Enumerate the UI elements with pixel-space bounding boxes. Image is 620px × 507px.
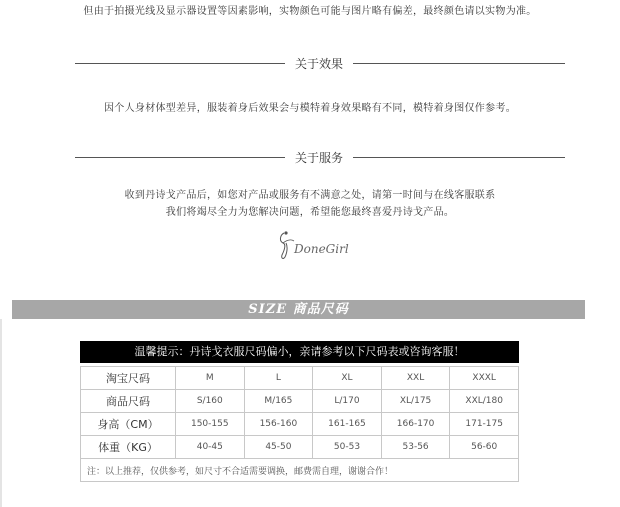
table-cell: 53-56: [381, 436, 450, 459]
table-cell: XXXL: [450, 367, 519, 390]
table-cell: XL: [313, 367, 382, 390]
table-cell: S/160: [176, 390, 245, 413]
table-cell: XXL/180: [450, 390, 519, 413]
table-cell: 45-50: [244, 436, 313, 459]
table-cell: 156-160: [244, 413, 313, 436]
table-row: [81, 367, 519, 390]
table-cell: 150-155: [176, 413, 245, 436]
effect-text: 因个人身材体型差异，服装着身后效果会与模特着身效果略有不同，模特着身图仅作参考。: [104, 103, 516, 114]
divider-left: [75, 63, 285, 64]
brand-logo: [276, 229, 356, 265]
table-cell: 56-60: [450, 436, 519, 459]
table-cell: 171-175: [450, 413, 519, 436]
size-band-title: SIZE 商品尺码: [248, 302, 349, 317]
table-cell: M/165: [244, 390, 313, 413]
size-tip-bar: 温馨提示：丹诗戈衣服尺码偏小，亲请参考以下尺码表或咨询客服！: [80, 341, 519, 363]
left-edge-shade: [0, 319, 2, 507]
table-cell: XXL: [381, 367, 450, 390]
table-cell: M: [176, 367, 245, 390]
service-text-line2: 我们将竭尽全力为您解决问题，希望能您最终喜爱丹诗戈产品。: [165, 207, 455, 218]
table-cell: 40-45: [176, 436, 245, 459]
size-band: [12, 300, 585, 319]
table-cell: 50-53: [313, 436, 382, 459]
divider-right: [353, 63, 565, 64]
size-chart: [80, 341, 519, 482]
table-cell: L: [244, 367, 313, 390]
service-text-line1: 收到丹诗戈产品后，如您对产品或服务有不满意之处，请第一时间与在线客服联系: [124, 190, 496, 201]
table-row: [81, 436, 519, 459]
table-row: [81, 413, 519, 436]
effect-title: 关于效果: [294, 57, 343, 71]
table-cell: L/170: [313, 390, 382, 413]
row-label: 淘宝尺码: [81, 367, 176, 390]
row-label: 身高（CM）: [81, 413, 176, 436]
table-cell: 161-165: [313, 413, 382, 436]
table-row: [81, 390, 519, 413]
service-section-header: [75, 150, 565, 166]
divider-left: [75, 157, 285, 158]
divider-right: [353, 157, 565, 158]
table-note-row: [81, 459, 519, 482]
size-table: [80, 366, 519, 482]
table-cell: XL/175: [381, 390, 450, 413]
color-disclaimer: 但由于拍摄光线及显示器设置等因素影响，实物颜色可能与图片略有偏差，最终颜色请以实物为准。: [83, 6, 537, 17]
size-note: 注：以上推荐，仅供参考，如尺寸不合适需要调换，邮费需自理，谢谢合作！: [81, 459, 519, 482]
effect-section-header: [75, 56, 565, 72]
row-label: 商品尺码: [81, 390, 176, 413]
row-label: 体重（KG）: [81, 436, 176, 459]
table-cell: 166-170: [381, 413, 450, 436]
service-title: 关于服务: [294, 151, 343, 165]
svg-text:DoneGirl: DoneGirl: [294, 242, 349, 256]
